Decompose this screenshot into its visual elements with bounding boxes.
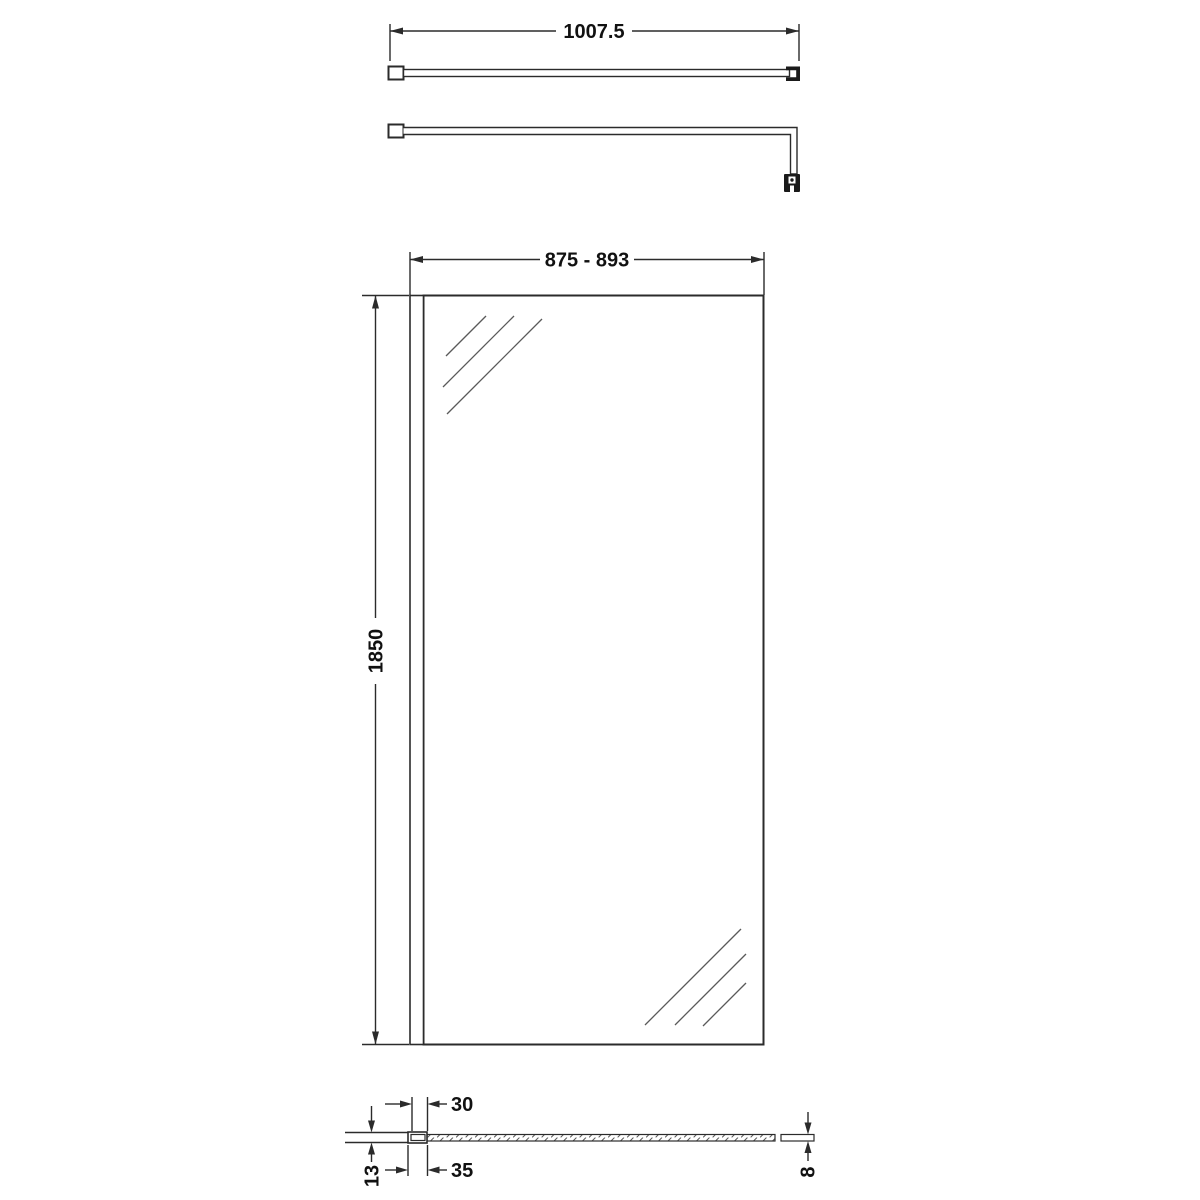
glass-section-strip (427, 1135, 775, 1142)
arrowhead-right-pointing (396, 1167, 408, 1174)
clamp-screw-dot (790, 178, 793, 181)
dimension-arm-length (390, 21, 799, 61)
arrowhead-left-pointing (428, 1101, 440, 1108)
arrowhead-bottom (372, 1032, 379, 1045)
arrowhead-left-pointing (428, 1167, 440, 1174)
arrowhead-top (372, 296, 379, 309)
dimension-profile-depth (345, 1106, 408, 1187)
support-arm-side-view (389, 125, 801, 193)
screen-front-view (362, 250, 764, 1045)
profile-depth-label: 13 (361, 1164, 384, 1188)
arm-bar-top (404, 70, 790, 77)
support-arm-top-view (389, 21, 801, 81)
arrowhead-down (368, 1121, 375, 1133)
arrowhead-right (786, 28, 799, 35)
wall-profile (410, 296, 424, 1045)
arrowhead-right (751, 256, 764, 263)
profile-overall-label: 35 (451, 1160, 474, 1182)
arm-bar-side (404, 128, 798, 175)
dimension-profile-outer (385, 1094, 473, 1131)
arrowhead-left (390, 28, 403, 35)
arrowhead-up (805, 1141, 812, 1153)
clamp-slot (790, 186, 794, 193)
glass-section-end (781, 1135, 814, 1142)
arrowhead-down (805, 1123, 812, 1135)
dimension-screen-height (362, 296, 409, 1045)
arrowhead-left (410, 256, 423, 263)
glass-panel (424, 296, 764, 1045)
arm-wall-bracket-top (389, 67, 404, 80)
wall-profile-section-inner (411, 1135, 425, 1141)
screen-height-label: 1850 (365, 628, 388, 674)
glass-clamp-fitting (784, 174, 800, 192)
glass-thickness-label: 8 (797, 1166, 820, 1178)
profile-outer-label: 30 (451, 1094, 474, 1116)
arrowhead-up (368, 1143, 375, 1155)
dimension-profile-overall (385, 1145, 473, 1182)
screen-width-label: 875 - 893 (544, 249, 630, 272)
dimension-glass-thickness (798, 1112, 820, 1178)
arm-length-label: 1007.5 (563, 21, 625, 43)
screen-plan-view (345, 1094, 820, 1187)
dimension-screen-width (410, 250, 764, 296)
arm-wall-bracket-side (389, 125, 404, 138)
arrowhead-right-pointing (400, 1101, 412, 1108)
